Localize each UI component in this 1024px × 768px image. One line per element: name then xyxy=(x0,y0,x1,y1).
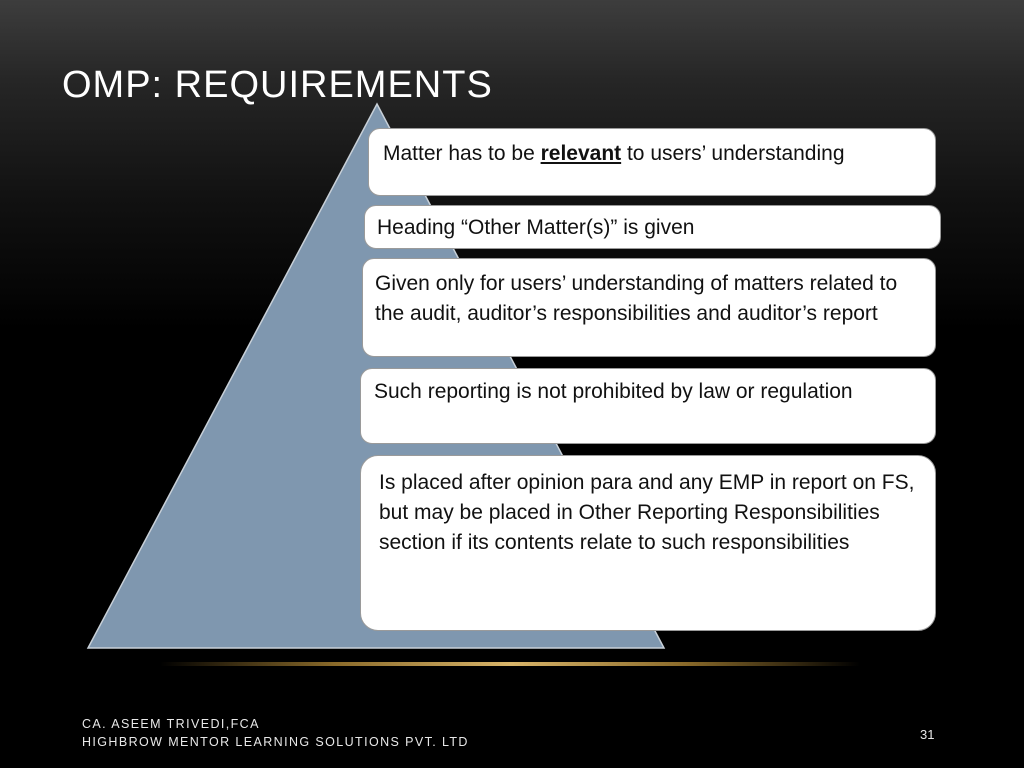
requirement-box-not-prohibited xyxy=(360,368,936,444)
requirement-box-relevant xyxy=(368,128,936,196)
requirement-box-placement xyxy=(360,455,936,631)
relevant-suffix: to users’ understanding xyxy=(621,142,845,165)
footer-author: CA. ASEEM TRIVEDI,FCA xyxy=(82,717,260,731)
slide-title: OMP: REQUIREMENTS xyxy=(62,64,493,106)
placement-text: Is placed after opinion para and any EMP in report on FS, but may be placed in Other Reporting Responsibilities section if its contents relate to such responsibilities xyxy=(379,471,915,554)
relevant-emphasis: relevant xyxy=(540,142,622,165)
requirement-box-given-only xyxy=(362,258,936,357)
footer xyxy=(82,715,469,751)
requirement-box-heading xyxy=(364,205,941,249)
heading-text: Heading “Other Matter(s)” is given xyxy=(377,216,695,239)
relevant-prefix: Matter has to be xyxy=(383,142,541,165)
given-only-text: Given only for users’ understanding of matters related to the audit, auditor’s responsibilities and auditor’s report xyxy=(375,272,898,325)
not-prohibited-text: Such reporting is not prohibited by law or regulation xyxy=(374,380,853,403)
accent-divider-line xyxy=(160,662,860,666)
footer-company: HIGHBROW MENTOR LEARNING SOLUTIONS PVT. LTD xyxy=(82,735,469,749)
page-number: 31 xyxy=(920,727,935,742)
